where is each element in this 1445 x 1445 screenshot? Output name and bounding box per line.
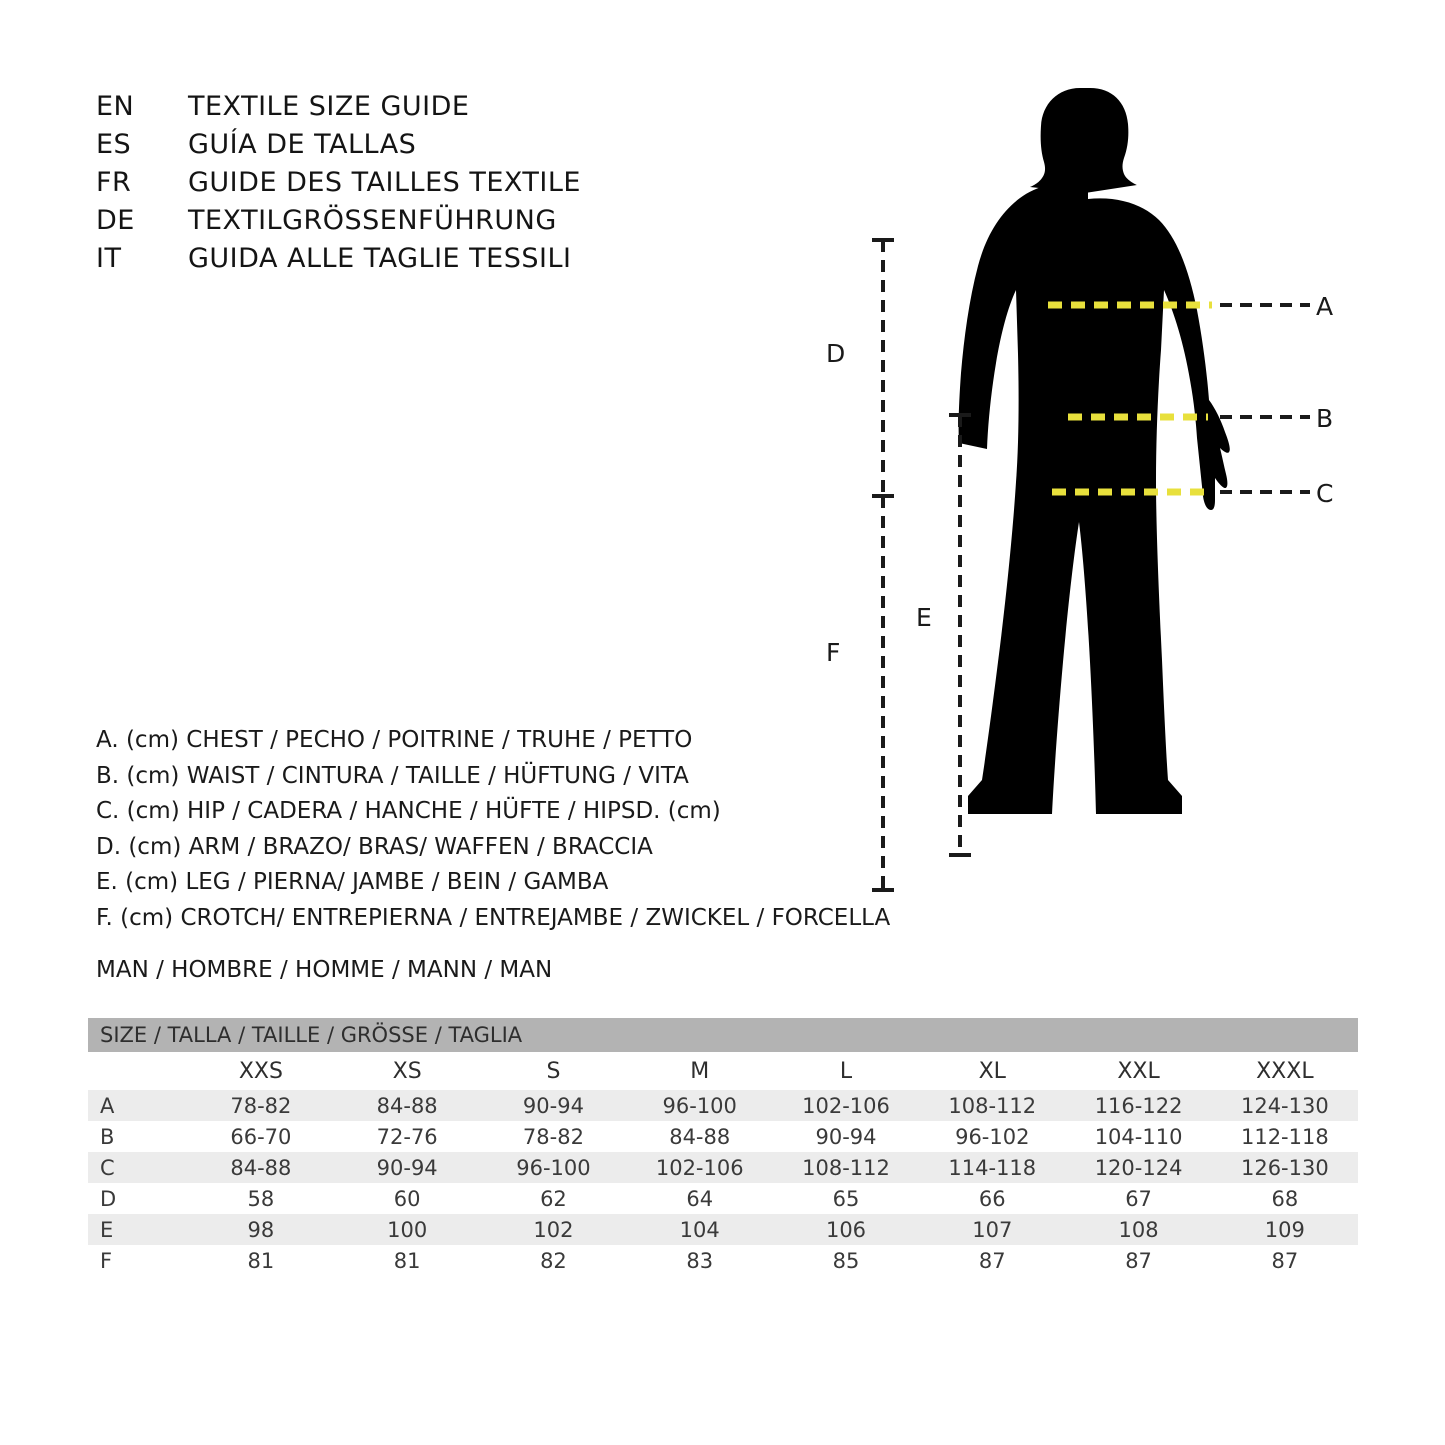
size-header-xxxl: XXXL [1212, 1052, 1358, 1090]
cell-a-xxl: 116-122 [1065, 1090, 1211, 1121]
row-label-a: A [88, 1090, 188, 1121]
title-lang-en: EN [96, 91, 135, 122]
cell-d-s: 62 [480, 1183, 626, 1214]
cell-e-l: 106 [773, 1214, 919, 1245]
size-header-m: M [627, 1052, 773, 1090]
cell-e-xxs: 98 [188, 1214, 334, 1245]
title-block [96, 88, 736, 278]
cell-f-xl: 87 [919, 1245, 1065, 1276]
cell-f-xxl: 87 [1065, 1245, 1211, 1276]
table-header-bar [88, 1018, 1358, 1052]
table-row [88, 1245, 1358, 1276]
cell-e-xs: 100 [334, 1214, 480, 1245]
row-label-e: E [88, 1214, 188, 1245]
cell-d-xl: 66 [919, 1183, 1065, 1214]
size-header-xxl: XXL [1065, 1052, 1211, 1090]
cell-f-s: 82 [480, 1245, 626, 1276]
body-measurement-diagram [780, 60, 1380, 960]
marker-a: A [1316, 292, 1334, 321]
cell-c-xxs: 84-88 [188, 1152, 334, 1183]
cell-f-xxs: 81 [188, 1245, 334, 1276]
title-text-fr: GUIDE DES TAILLES TEXTILE [188, 167, 581, 198]
cell-c-xl: 114-118 [919, 1152, 1065, 1183]
table-row [88, 1214, 1358, 1245]
cell-f-xs: 81 [334, 1245, 480, 1276]
cell-a-xs: 84-88 [334, 1090, 480, 1121]
cell-c-xs: 90-94 [334, 1152, 480, 1183]
legend-item-d: D. (cm) ARM / BRAZO/ BRAS/ WAFFEN / BRACCIA [96, 833, 653, 860]
cell-c-l: 108-112 [773, 1152, 919, 1183]
cell-e-xl: 107 [919, 1214, 1065, 1245]
legend-item-a: A. (cm) CHEST / PECHO / POITRINE / TRUHE / PETTO [96, 727, 693, 753]
row-label-b: B [88, 1121, 188, 1152]
cell-f-l: 85 [773, 1245, 919, 1276]
cell-d-xxxl: 68 [1212, 1183, 1358, 1214]
gender-label: MAN / HOMBRE / HOMME / MANN / MAN [96, 957, 553, 983]
row-label-f: F [88, 1245, 188, 1276]
cell-b-xl: 96-102 [919, 1121, 1065, 1152]
legend-item-f: F. (cm) CROTCH/ ENTREPIERNA / ENTREJAMBE / ZWICKEL / FORCELLA [96, 904, 891, 931]
size-header-xl: XL [919, 1052, 1065, 1090]
cell-c-m: 102-106 [627, 1152, 773, 1183]
cell-d-xxs: 58 [188, 1183, 334, 1214]
title-row-de [96, 202, 736, 240]
title-lang-it: IT [96, 243, 122, 274]
legend-item-c: C. (cm) HIP / CADERA / HANCHE / HÜFTE / HIPSD. (cm) [96, 798, 721, 824]
size-chart-table [88, 1018, 1358, 1276]
marker-f: F [826, 638, 841, 667]
table-row [88, 1090, 1358, 1121]
title-text-es: GUÍA DE TALLAS [188, 129, 417, 160]
cell-a-l: 102-106 [773, 1090, 919, 1121]
cell-b-m: 84-88 [627, 1121, 773, 1152]
cell-b-xxl: 104-110 [1065, 1121, 1211, 1152]
title-row-en [96, 88, 736, 126]
size-header-s: S [480, 1052, 626, 1090]
cell-b-xs: 72-76 [334, 1121, 480, 1152]
legend-item-e: E. (cm) LEG / PIERNA/ JAMBE / BEIN / GAMBA [96, 869, 609, 895]
legend-item-b: B. (cm) WAIST / CINTURA / TAILLE / HÜFTUNG / VITA [96, 762, 689, 789]
marker-c: C [1316, 479, 1334, 508]
size-header-xs: XS [334, 1052, 480, 1090]
dimension-lines [780, 60, 1380, 960]
cell-b-l: 90-94 [773, 1121, 919, 1152]
title-lang-de: DE [96, 205, 135, 236]
title-lang-fr: FR [96, 167, 132, 198]
cell-b-s: 78-82 [480, 1121, 626, 1152]
cell-b-xxxl: 112-118 [1212, 1121, 1358, 1152]
cell-f-m: 83 [627, 1245, 773, 1276]
size-header-l: L [773, 1052, 919, 1090]
marker-d: D [826, 339, 846, 368]
cell-d-xxl: 67 [1065, 1183, 1211, 1214]
cell-a-xl: 108-112 [919, 1090, 1065, 1121]
cell-e-xxl: 108 [1065, 1214, 1211, 1245]
cell-e-m: 104 [627, 1214, 773, 1245]
table-header-label: SIZE / TALLA / TAILLE / GRÖSSE / TAGLIA [88, 1018, 1358, 1052]
marker-b: B [1316, 404, 1334, 433]
table-row [88, 1183, 1358, 1214]
cell-c-s: 96-100 [480, 1152, 626, 1183]
measurement-legend [96, 723, 896, 936]
title-text-en: TEXTILE SIZE GUIDE [188, 91, 470, 122]
cell-a-m: 96-100 [627, 1090, 773, 1121]
title-lang-es: ES [96, 129, 132, 160]
cell-a-xxs: 78-82 [188, 1090, 334, 1121]
title-text-it: GUIDA ALLE TAGLIE TESSILI [188, 243, 572, 274]
cell-f-xxxl: 87 [1212, 1245, 1358, 1276]
size-header-corner [88, 1052, 188, 1090]
cell-a-s: 90-94 [480, 1090, 626, 1121]
cell-d-l: 65 [773, 1183, 919, 1214]
title-text-de: TEXTILGRÖSSENFÜHRUNG [188, 205, 557, 236]
cell-a-xxxl: 124-130 [1212, 1090, 1358, 1121]
cell-b-xxs: 66-70 [188, 1121, 334, 1152]
cell-c-xxxl: 126-130 [1212, 1152, 1358, 1183]
row-label-d: D [88, 1183, 188, 1214]
marker-e: E [916, 603, 932, 632]
table-row [88, 1152, 1358, 1183]
cell-d-m: 64 [627, 1183, 773, 1214]
table-size-header-row [88, 1052, 1358, 1090]
cell-e-s: 102 [480, 1214, 626, 1245]
cell-e-xxxl: 109 [1212, 1214, 1358, 1245]
row-label-c: C [88, 1152, 188, 1183]
cell-c-xxl: 120-124 [1065, 1152, 1211, 1183]
size-header-xxs: XXS [188, 1052, 334, 1090]
table-row [88, 1121, 1358, 1152]
title-row-fr [96, 164, 736, 202]
title-row-es [96, 126, 736, 164]
cell-d-xs: 60 [334, 1183, 480, 1214]
title-row-it [96, 240, 736, 278]
